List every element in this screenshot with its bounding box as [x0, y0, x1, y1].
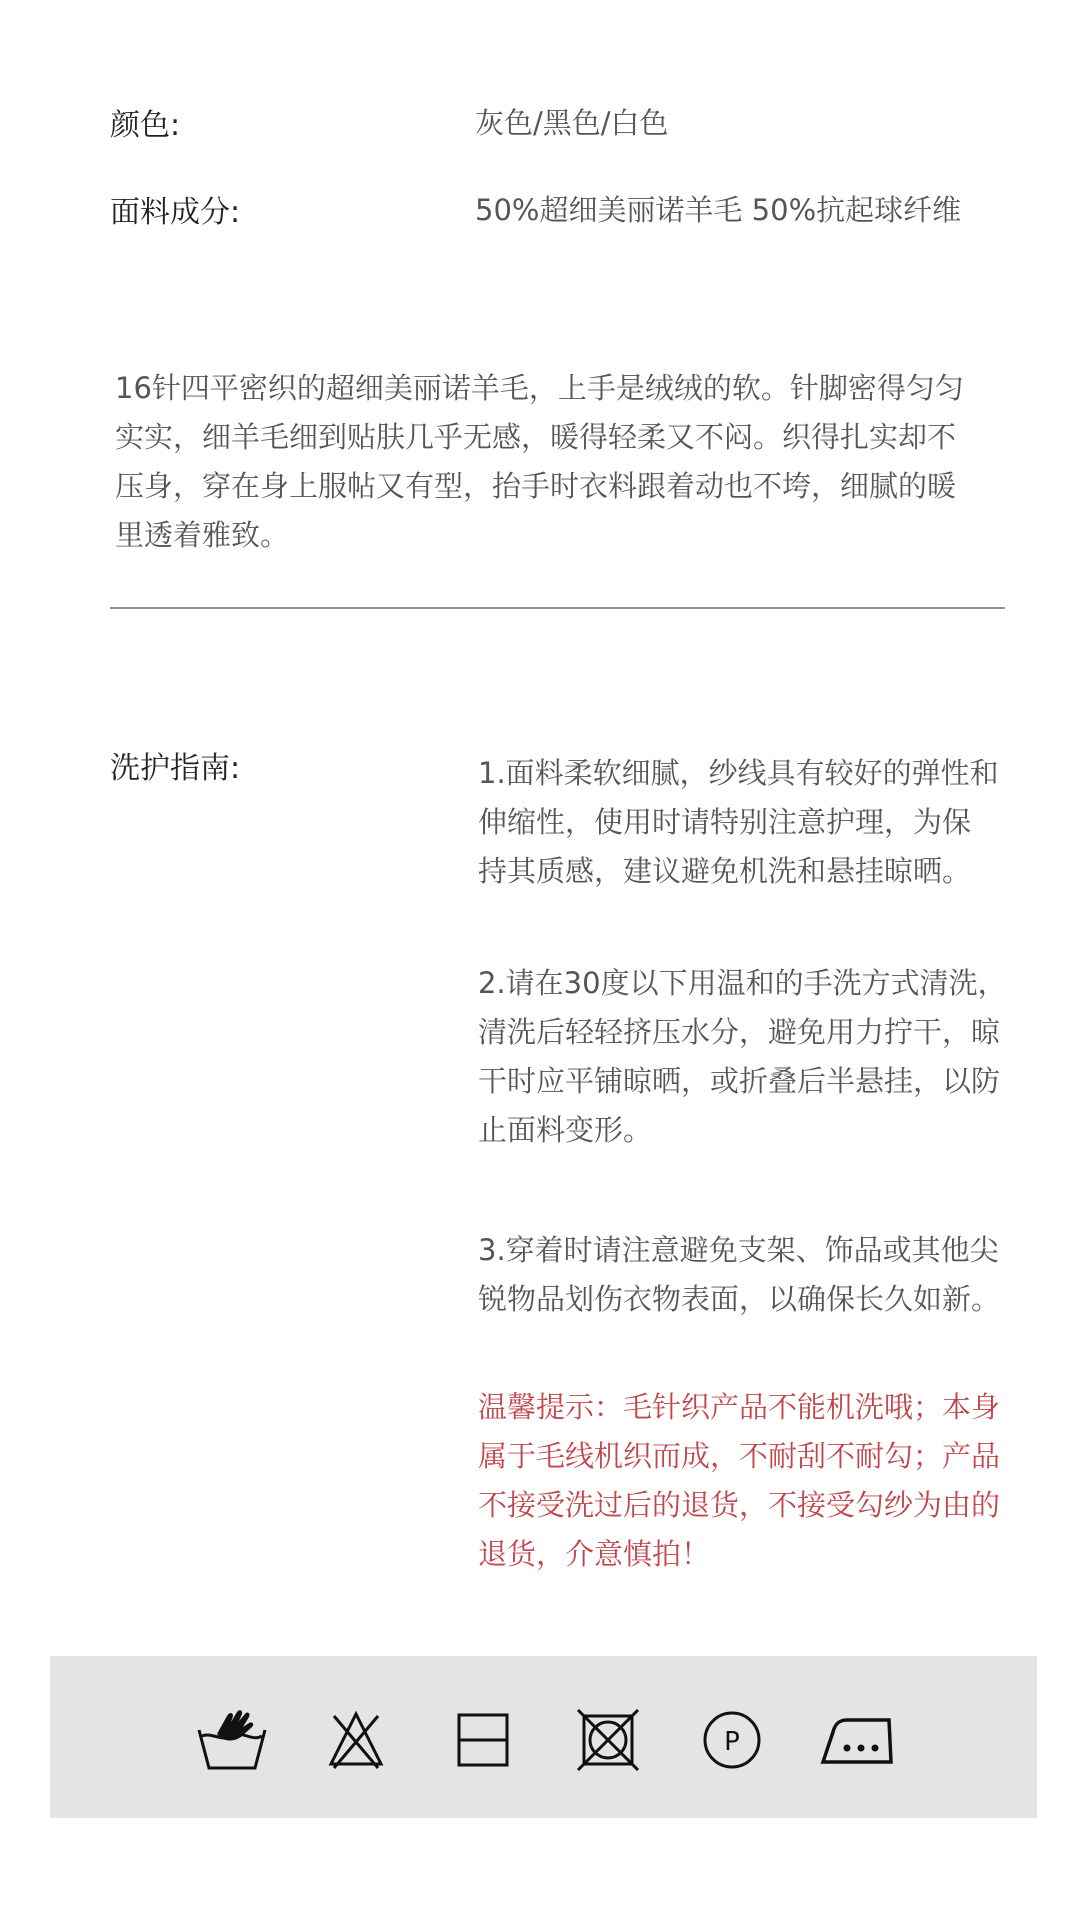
care-line: 持其质感，建议避免机洗和悬挂晾晒。 [478, 854, 972, 888]
care-icons-band [50, 1656, 1037, 1818]
care-line: 2.请在30度以下用温和的手洗方式清洗， [478, 966, 1007, 1000]
description-line: 16针四平密织的超细美丽诺羊毛，上手是绒绒的软。针脚密得匀匀 [115, 371, 964, 405]
description-line: 压身，穿在身上服帖又有型，抬手时衣料跟着动也不垮，细腻的暖 [115, 469, 957, 503]
care-paragraph-1 [478, 749, 1038, 896]
care-line: 清洗后轻轻挤压水分，避免用力拧干，晾 [478, 1015, 1001, 1049]
description-line: 实实，细羊毛细到贴肤几乎无感，暖得轻柔又不闷。织得扎实却不 [115, 420, 957, 454]
care-line: 1.面料柔软细腻，纱线具有较好的弹性和 [478, 756, 999, 790]
care-line: 锐物品划伤衣物表面，以确保长久如新。 [478, 1282, 1001, 1316]
professional-dry-clean-p-icon [700, 1708, 764, 1772]
care-line: 3.穿着时请注意避免支架、饰品或其他尖 [478, 1233, 999, 1267]
section-divider [110, 607, 1005, 609]
dry-flat-icon [456, 1708, 510, 1772]
care-line: 干时应平铺晾晒，或折叠后半悬挂，以防 [478, 1064, 1001, 1098]
svg-text:P: P [724, 1727, 740, 1757]
hand-wash-icon [197, 1708, 267, 1772]
do-not-tumble-dry-icon [576, 1708, 640, 1772]
warm-tip [478, 1383, 1038, 1579]
tip-line: 温馨提示：毛针织产品不能机洗哦；本身 [478, 1390, 1001, 1424]
color-label: 颜色: [110, 108, 181, 143]
fabric-label: 面料成分: [110, 195, 241, 230]
product-description [115, 364, 1015, 560]
color-value: 灰色/黑色/白色 [475, 106, 669, 140]
do-not-bleach-icon [328, 1708, 384, 1772]
tip-line: 属于毛线机织而成，不耐刮不耐勾；产品 [478, 1439, 1001, 1473]
tip-line: 退货，介意慎拍！ [478, 1537, 711, 1571]
care-paragraph-3 [478, 1226, 1038, 1324]
care-line: 止面料变形。 [478, 1113, 653, 1147]
description-line: 里透着雅致。 [115, 518, 290, 552]
fabric-value: 50%超细美丽诺羊毛 50%抗起球纤维 [475, 193, 962, 227]
care-guide-label: 洗护指南: [110, 751, 241, 786]
care-line: 伸缩性，使用时请特别注意护理，为保 [478, 805, 972, 839]
care-paragraph-2 [478, 959, 1038, 1155]
iron-low-temp-icon [819, 1708, 897, 1772]
tip-line: 不接受洗过后的退货，不接受勾纱为由的 [478, 1488, 1001, 1522]
